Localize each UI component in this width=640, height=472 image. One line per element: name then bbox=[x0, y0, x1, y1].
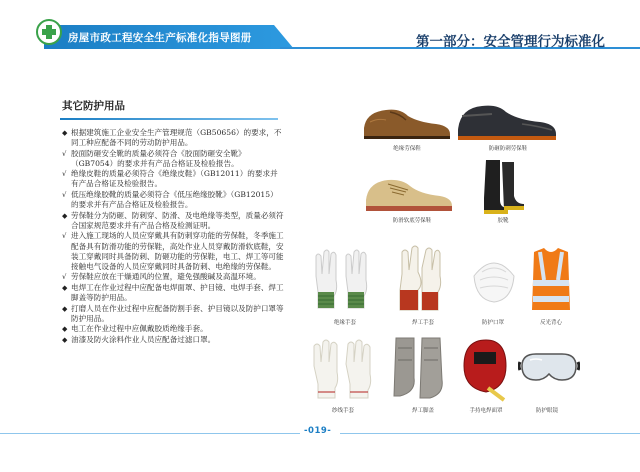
list-item-text: 胶面防砸安全靴的质量必须符合《胶面防砸安全靴》（GB7054）的要求并有产品合格证及检验报告。 bbox=[71, 148, 246, 168]
list-item-text: 电焊工在作业过程中应配备电焊面罩、护目镜、电焊手套、焊工脚盖等防护用品。 bbox=[71, 282, 284, 302]
list-item-text: 绝缘皮鞋的质量必须符合《绝缘皮鞋》（GB12011）的要求并有产品合格证及检验报告。 bbox=[71, 169, 278, 189]
list-item-text: 电工在作业过程中应佩戴胶质绝缘手套。 bbox=[71, 324, 208, 334]
canvas-shoe-icon bbox=[358, 170, 458, 214]
bullet-list bbox=[62, 128, 284, 345]
bullet-marker: √ bbox=[62, 273, 67, 282]
bullet-marker: ◆ bbox=[62, 304, 68, 313]
cotton-glove-icon bbox=[310, 338, 376, 400]
part-title: 第一部分：安全管理行为标准化 bbox=[416, 34, 605, 50]
list-item-text: 打磨人员在作业过程中应配备防割手套、护目镜以及防护口罩等防护用品。 bbox=[71, 303, 284, 323]
goggles-icon bbox=[518, 348, 580, 388]
product-caption: 焊工手套 bbox=[411, 320, 434, 326]
dust-mask-icon bbox=[470, 256, 518, 304]
list-item-text: 低压绝缘胶靴的质量必须符合《低压绝缘胶靴》（GB12015）的要求并有产品合格证及检验报告。 bbox=[71, 190, 278, 210]
product-caption: 手持电焊面罩 bbox=[469, 408, 503, 414]
list-item bbox=[62, 190, 284, 210]
welding-glove-icon bbox=[392, 244, 448, 312]
bullet-marker: √ bbox=[62, 149, 67, 158]
list-item bbox=[62, 231, 284, 271]
list-item bbox=[62, 149, 284, 169]
product-caption: 胶靴 bbox=[497, 218, 509, 224]
welding-spat-icon bbox=[392, 334, 448, 402]
footer-rule-right bbox=[340, 433, 640, 434]
list-item bbox=[62, 304, 284, 324]
list-item bbox=[62, 211, 284, 231]
safety-shoe-icon bbox=[452, 96, 562, 144]
bullet-marker: √ bbox=[62, 191, 67, 200]
bullet-marker: ◆ bbox=[62, 129, 68, 137]
section-divider bbox=[60, 118, 278, 120]
product-caption: 焊工脚盖 bbox=[411, 408, 434, 414]
list-item-text: 进入施工现场的人员应穿戴具有防刺穿功能的劳保鞋，冬季施工配备具有防滑功能的劳保鞋，高处作业人员穿戴防滑软底鞋，安装工穿戴同时具备防刺、防砸功能的劳保鞋，电工、焊工等可能接触电气设备的人员应穿戴同时具备防刺、电绝缘的劳保鞋。 bbox=[71, 231, 284, 271]
product-caption: 纱线手套 bbox=[331, 408, 354, 414]
product-caption: 防滑软底劳保鞋 bbox=[392, 218, 432, 224]
product-caption: 防砸防刺劳保鞋 bbox=[488, 146, 528, 152]
list-item-text: 油漆及防火涂料作业人员应配备过滤口罩。 bbox=[71, 334, 216, 344]
footer-rule-left bbox=[0, 433, 300, 434]
list-item bbox=[62, 283, 284, 303]
bullet-marker: √ bbox=[62, 170, 67, 179]
list-item-text: 劳保鞋分为防砸、防刺穿、防滑、及电绝缘等类型，质量必须符合国家规范要求并有产品合格及检测证明。 bbox=[71, 210, 284, 230]
bullet-marker: ◆ bbox=[62, 211, 68, 220]
list-item bbox=[62, 169, 284, 189]
product-caption: 绝缘劳保鞋 bbox=[393, 146, 421, 152]
page-number: -019- bbox=[304, 426, 332, 436]
list-item-text: 劳保鞋应放在干燥通风的位置，避免强酸碱及高温环境。 bbox=[71, 272, 261, 282]
product-caption: 反光背心 bbox=[539, 320, 562, 326]
product-caption: 绝缘手套 bbox=[333, 320, 356, 326]
list-item bbox=[62, 324, 284, 334]
reflective-vest-icon bbox=[528, 246, 574, 312]
insulating-glove-icon bbox=[312, 246, 374, 310]
product-caption: 防护口罩 bbox=[481, 320, 504, 326]
bullet-marker: √ bbox=[62, 232, 67, 241]
book-title: 房屋市政工程安全生产标准化指导图册 bbox=[68, 32, 252, 44]
list-item-text: 根据建筑施工企业安全生产管理规范（GB50656）的要求，不同工种应配备不同的劳动防护用品。 bbox=[71, 128, 282, 148]
welding-mask-icon bbox=[458, 336, 512, 402]
list-item bbox=[62, 335, 284, 345]
bullet-marker: ◆ bbox=[62, 325, 68, 334]
bullet-marker: ◆ bbox=[62, 335, 68, 344]
section-title: 其它防护用品 bbox=[62, 100, 125, 112]
rubber-boot-icon bbox=[478, 158, 530, 216]
product-caption: 防护眼镜 bbox=[535, 408, 558, 414]
list-item bbox=[62, 128, 284, 148]
safety-cross-logo-icon bbox=[36, 19, 62, 45]
leather-shoe-icon bbox=[356, 98, 456, 142]
list-item bbox=[62, 272, 284, 282]
bullet-marker: ◆ bbox=[62, 283, 68, 292]
